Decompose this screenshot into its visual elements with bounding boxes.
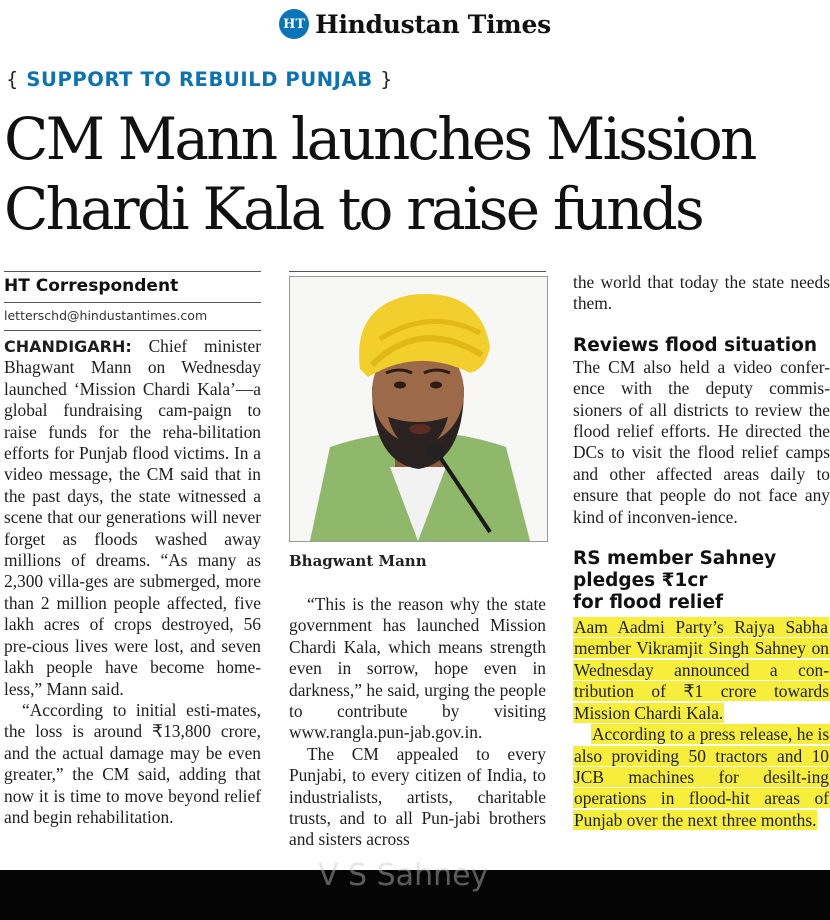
column-3	[573, 272, 830, 831]
text-line: “This is the reason why the	[307, 594, 508, 614]
text-line: areas daily to ensure that people	[573, 463, 830, 506]
text-line: sioners of all districts to review	[573, 399, 803, 420]
text-line: ing operations in flood-hit areas	[574, 766, 829, 809]
bhagwant-mann-portrait-image	[290, 277, 547, 541]
col2-para-2	[289, 744, 546, 851]
ht-logo-icon: HT	[279, 9, 309, 39]
text-line: directed the DCs to visit the flood	[573, 421, 830, 463]
kicker-text: SUPPORT TO REBUILD PUNJAB	[26, 68, 373, 91]
dateline: CHANDIGARH:	[4, 337, 132, 356]
text-line: According to a press release,	[592, 724, 793, 745]
text-line: the world that today the state	[573, 272, 785, 292]
text-line: state government has launched	[289, 594, 546, 636]
text-line: acres of crops destroyed, 56 pre-	[4, 614, 261, 656]
portrait-photo	[289, 276, 548, 542]
newspaper-name: Hindustan Times	[315, 9, 551, 39]
byline-email: letterschd@hindustantimes.com	[4, 308, 208, 323]
text-line: hope even in darkness,” he said,	[289, 658, 546, 700]
text-line: on Wednesday announced a con-	[574, 638, 829, 680]
text-line: Chief minister	[148, 336, 261, 356]
headline-line-1: CM Mann launches Mission	[4, 105, 755, 173]
text-line: CM said that in the past days, the	[4, 464, 261, 506]
text-line: may be even greater,” the CM	[4, 742, 261, 785]
col2-para-1	[289, 594, 546, 744]
text-line: move beyond relief and begin	[4, 785, 261, 827]
text-line: ence with the deputy commis-	[573, 378, 830, 399]
headline	[4, 104, 830, 244]
kicker-close-brace: }	[380, 68, 394, 91]
text-line: “According to initial esti-	[22, 699, 217, 720]
headline-line-2: Chardi Kala to raise funds	[4, 175, 702, 243]
top-rule-col2	[289, 271, 546, 272]
text-line: Aam Aadmi Party’s Rajya Sabha	[574, 617, 828, 638]
text-line: dreams. “As many as 2,300 villa-	[4, 550, 261, 592]
text-line: by visiting www.rangla.pun-	[289, 701, 546, 743]
column-1	[4, 336, 261, 828]
text-line: Bhagwant Mann on Wednesday	[4, 357, 261, 378]
col3-para-1	[573, 357, 830, 528]
text-line: member Vikramjit Singh Sahney	[574, 638, 806, 659]
text-line: rehabilitation.	[76, 806, 174, 827]
text-line: said, adding that now it is time to	[4, 764, 262, 806]
masthead	[0, 6, 830, 42]
text-line: and 10 JCB machines for desilt-	[574, 745, 829, 787]
column-2	[289, 594, 546, 851]
col3-para-3-highlighted	[573, 724, 830, 831]
text-line: The CM also held a video confer-	[573, 356, 830, 377]
text-line: months.	[760, 809, 817, 830]
text-line: generations will never forget as	[4, 507, 261, 549]
text-line: state witnessed a scene that our	[4, 485, 261, 528]
text-line: ges are submerged, more than 2	[4, 571, 261, 613]
text-line: Mission Chardi Kala, which	[289, 615, 546, 657]
text-line: launched ‘Mission Chardi	[4, 378, 191, 399]
text-line: relief camps and other affected	[573, 442, 830, 484]
text-line: pledges ₹1cr	[573, 570, 708, 592]
text-line: he is also providing 50 tractors	[574, 724, 830, 766]
kicker	[6, 68, 393, 91]
text-line: floods washed away millions of	[4, 528, 261, 571]
text-line: tribution of ₹1 crore towards	[574, 681, 829, 702]
text-line: jabi brothers and sisters across	[289, 808, 546, 850]
text-line: victims. In a video message, the	[4, 443, 261, 485]
text-line: the flood relief efforts. He	[573, 399, 830, 442]
byline: HT Correspondent	[4, 276, 179, 296]
subhead-reviews-flood-situation: Reviews flood situation	[573, 334, 818, 356]
text-line: charitable trusts, and to all Pun-	[289, 786, 546, 829]
top-rule-col1	[4, 271, 261, 272]
text-line: mates, the loss is around ₹13,800	[4, 699, 261, 742]
text-line: jab.gov.in.	[409, 722, 483, 743]
text-line: ience.	[696, 506, 738, 527]
col1-para-1	[4, 336, 261, 700]
kicker-open-brace: {	[6, 68, 20, 91]
text-line: means strength even in sorrow,	[289, 636, 546, 679]
text-line: for flood relief	[573, 592, 724, 614]
text-line: lakh people have become home-	[4, 657, 261, 678]
text-line: of Punjab over the next three	[574, 788, 829, 830]
text-line: bilitation efforts for Punjab flood	[4, 421, 261, 464]
col3-para-2-highlighted	[573, 617, 830, 724]
text-line: million people affected, five lakh	[4, 592, 262, 635]
text-line: do not face any kind of inconven-	[573, 485, 830, 527]
text-line: Kala’—a global fundraising cam-	[4, 378, 261, 421]
photo-caption: Bhagwant Mann	[289, 552, 427, 570]
text-line: Mission Chardi Kala.	[574, 702, 724, 723]
text-line: crore, and the actual damage	[4, 721, 261, 763]
text-line: The CM appealed to every	[307, 743, 546, 764]
text-line: paign to raise funds for the reha-	[4, 400, 261, 442]
text-line: urging the people to contribute	[289, 679, 546, 722]
text-line: RS member Sahney	[573, 548, 777, 570]
subhead-rs-member-sahney	[573, 548, 830, 614]
email-rule	[4, 330, 261, 331]
text-line: less,” Mann said.	[4, 678, 124, 699]
text-line: cious lives were lost, and seven	[32, 635, 261, 656]
watermark: V S Sahney	[318, 858, 489, 893]
text-line: Punjabi, to every citizen of	[289, 765, 482, 786]
byline-rule	[4, 302, 261, 303]
text-line: India, to industrialists, artists,	[289, 765, 546, 807]
col1-para-2	[4, 700, 261, 828]
col3-continuation	[573, 272, 830, 315]
text-line: needs them.	[573, 272, 830, 314]
